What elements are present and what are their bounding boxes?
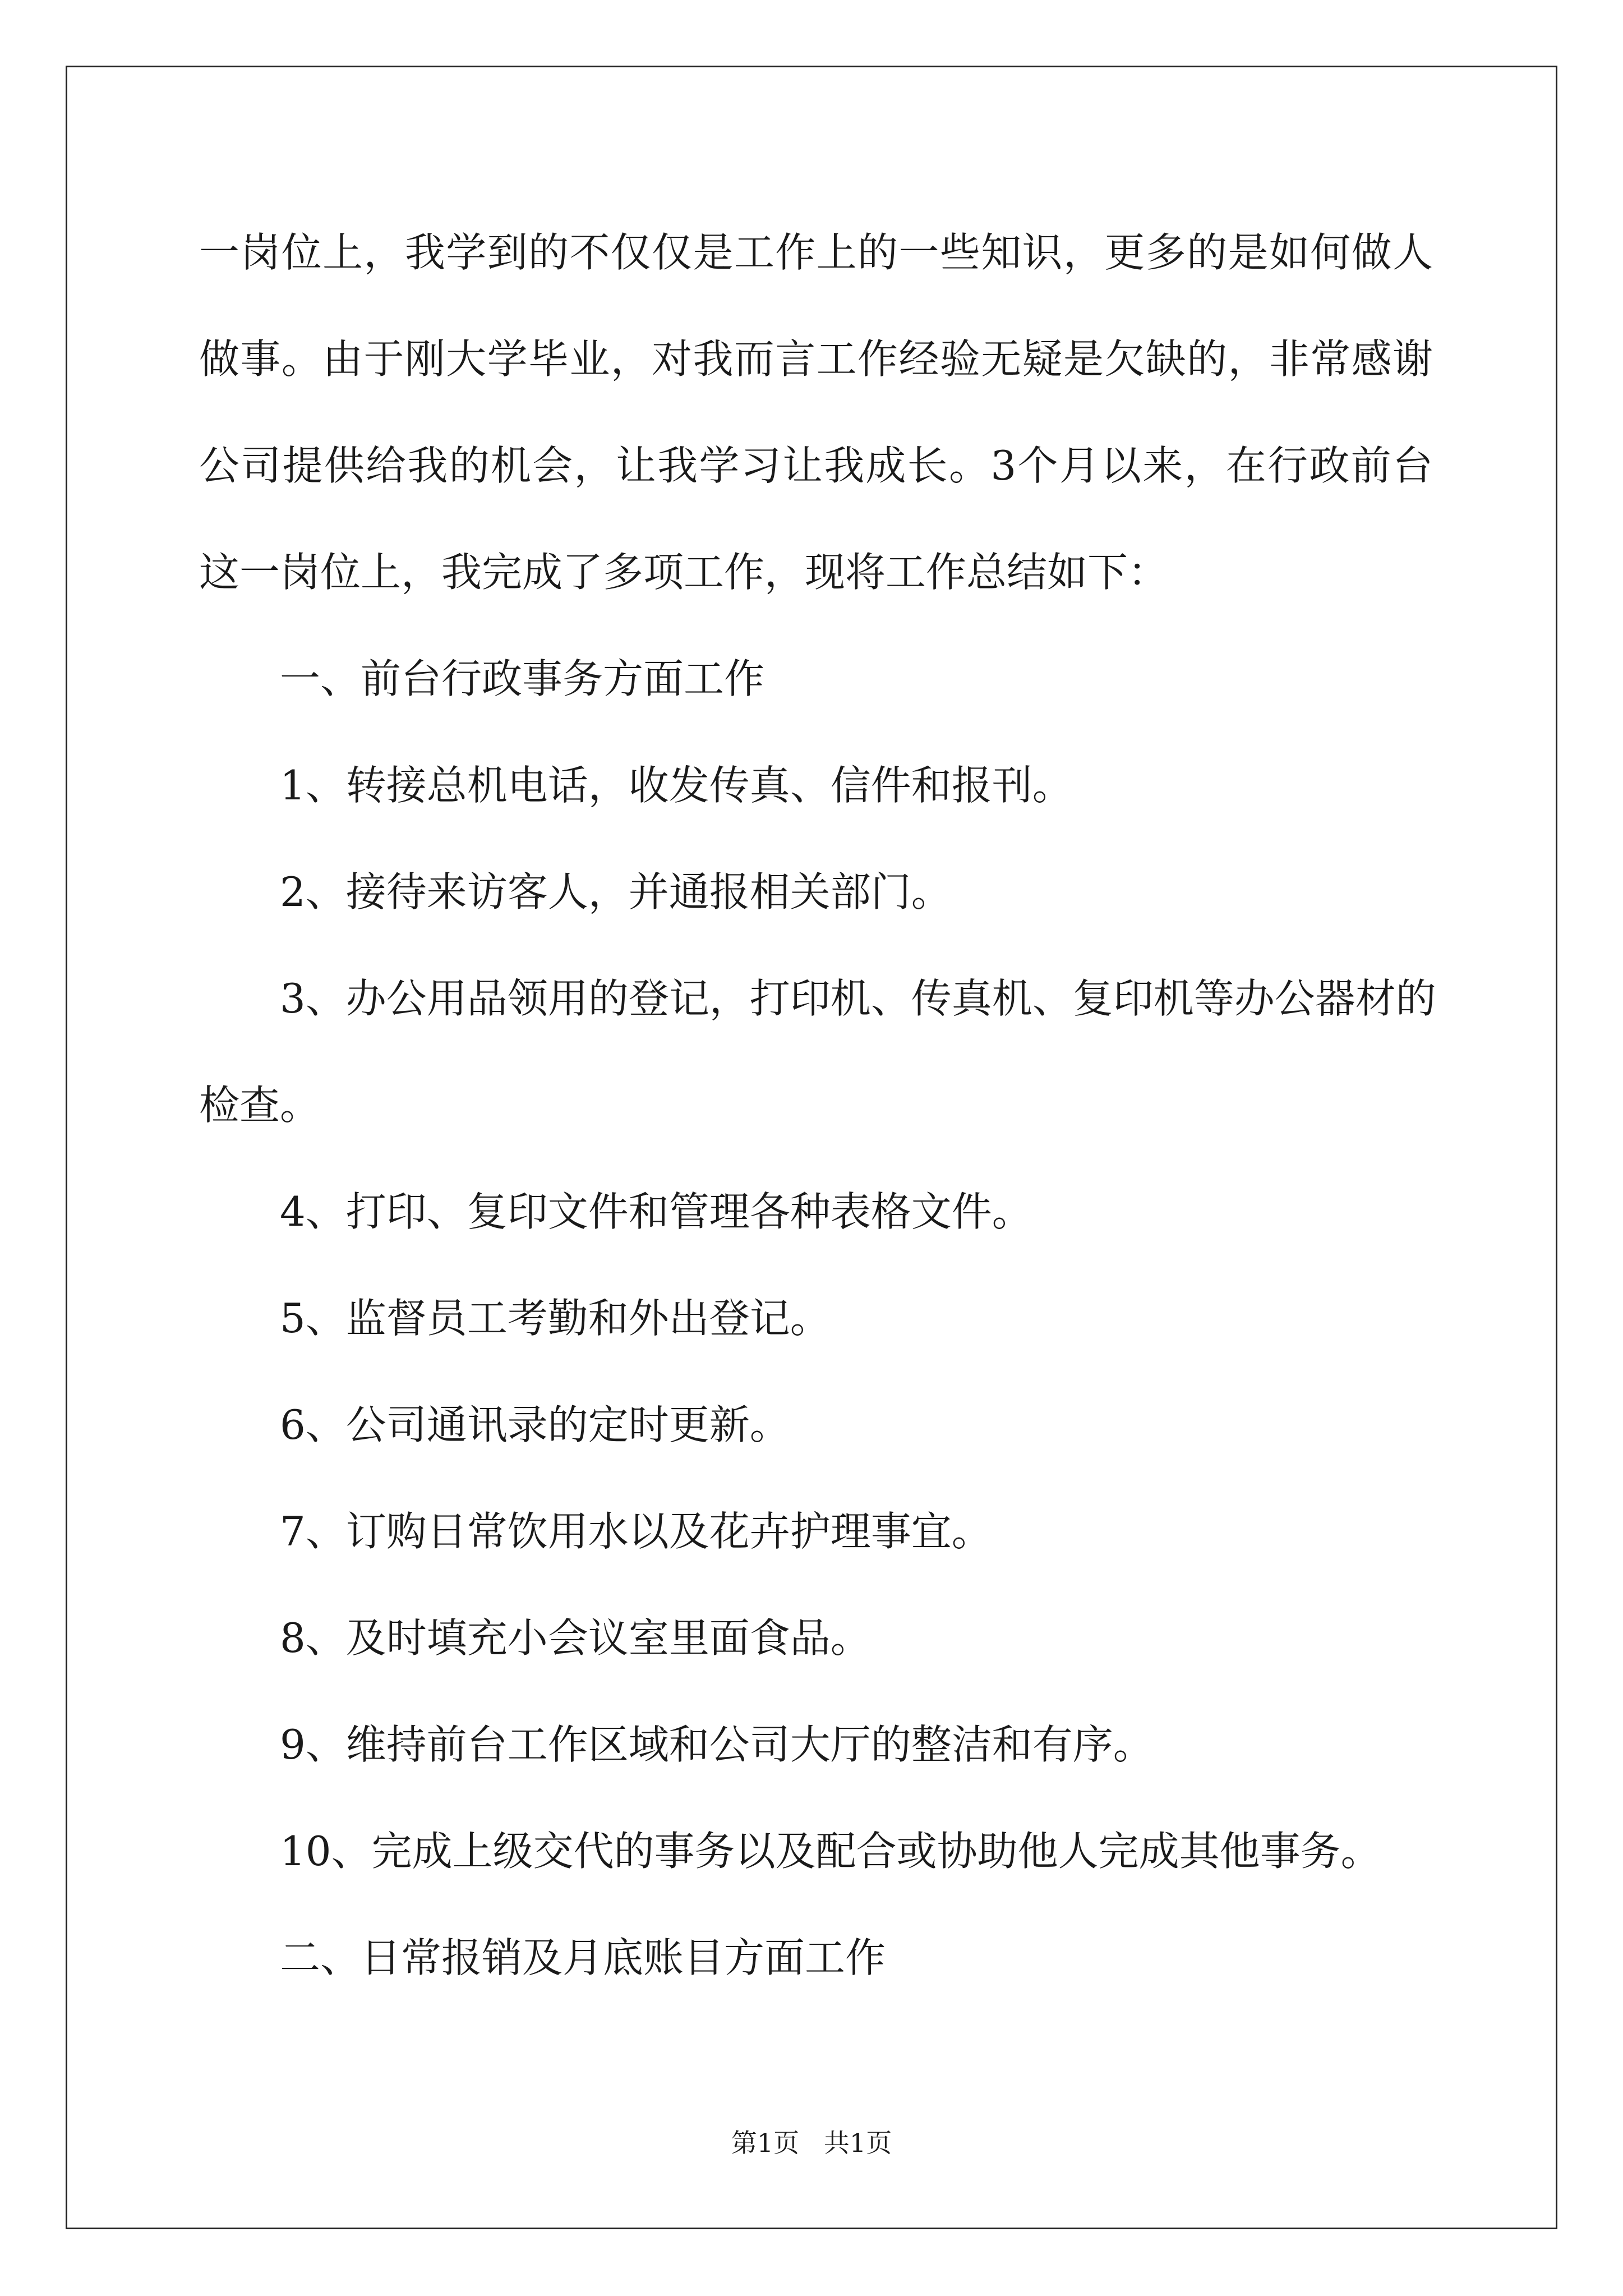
list-item-continuation: 检查。 <box>199 1082 321 1129</box>
list-item: 5、监督员工考勤和外出登记。 <box>280 1295 831 1342</box>
list-item: 8、及时填充小会议室里面食品。 <box>280 1614 871 1662</box>
list-item: 7、订购日常饮用水以及花卉护理事宜。 <box>280 1508 992 1555</box>
list-item: 3、办公用品领用的登记，打印机、传真机、复印机等办公器材的 <box>280 975 1436 1022</box>
paragraph-line: 公司提供给我的机会，让我学习让我成长。3个月以来，在行政前台 <box>199 442 1433 489</box>
list-item: 9、维持前台工作区域和公司大厅的整洁和有序。 <box>280 1721 1154 1768</box>
paragraph-line: 这一岗位上，我完成了多项工作，现将工作总结如下： <box>199 549 1169 596</box>
document-body <box>199 222 1436 2033</box>
section-heading: 二、日常报销及月底账目方面工作 <box>280 1934 886 1981</box>
page-number: 第1页 共1页 <box>731 2128 892 2158</box>
section-heading: 一、前台行政事务方面工作 <box>280 655 765 702</box>
list-item: 6、公司通讯录的定时更新。 <box>280 1401 790 1448</box>
list-item: 10、完成上级交代的事务以及配合或协助他人完成其他事务。 <box>280 1828 1381 1875</box>
paragraph-line: 一岗位上，我学到的不仅仅是工作上的一些知识，更多的是如何做人 <box>199 229 1433 276</box>
list-item: 1、转接总机电话，收发传真、信件和报刊。 <box>280 762 1073 809</box>
list-item: 2、接待来访客人，并通报相关部门。 <box>280 868 952 915</box>
list-item: 4、打印、复印文件和管理各种表格文件。 <box>280 1188 1032 1235</box>
paragraph-line: 做事。由于刚大学毕业，对我而言工作经验无疑是欠缺的，非常感谢 <box>199 335 1433 383</box>
